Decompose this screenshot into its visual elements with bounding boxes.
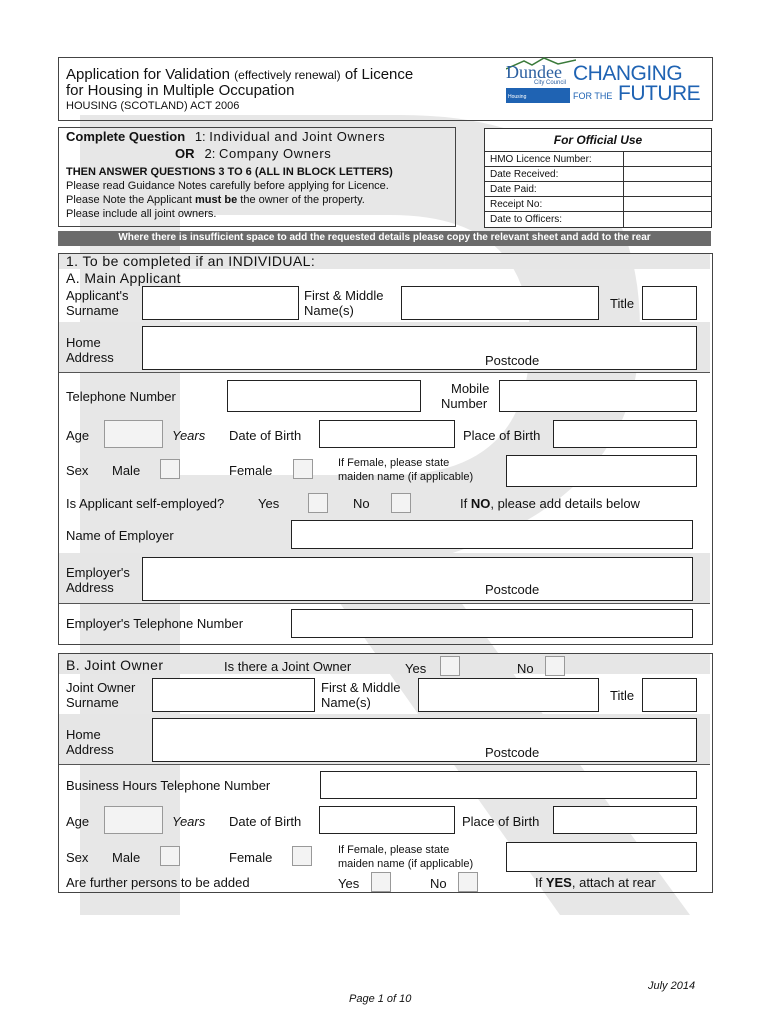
joint-owner-no-label: No: [517, 661, 534, 676]
joint-male-checkbox[interactable]: [160, 846, 180, 866]
self-employed-no-label: No: [353, 496, 370, 511]
employer-address-label-2: Address: [66, 580, 114, 595]
female-checkbox[interactable]: [293, 459, 313, 479]
joint-maiden-label-2: maiden name (if applicable): [338, 858, 474, 870]
home-address-label: Home: [66, 335, 101, 350]
joint-female-checkbox[interactable]: [292, 846, 312, 866]
employer-telephone-input[interactable]: [291, 609, 693, 638]
further-yes-checkbox[interactable]: [371, 872, 391, 892]
self-employed-yes-checkbox[interactable]: [308, 493, 328, 513]
official-use-label: Date to Officers:: [490, 214, 563, 225]
joint-maiden-label: If Female, please state: [338, 844, 450, 856]
sex-label: Sex: [66, 463, 89, 478]
male-checkbox[interactable]: [160, 459, 180, 479]
page-title-line2: for Housing in Multiple Occupation: [66, 82, 295, 99]
joint-home-address-input[interactable]: [152, 718, 697, 762]
employer-telephone-label: Employer's Telephone Number: [66, 616, 244, 631]
joint-age-label: Age: [66, 814, 90, 829]
joint-title-label: Title: [610, 688, 635, 703]
joint-pob-input[interactable]: [553, 806, 697, 834]
joint-dob-label: Date of Birth: [229, 814, 302, 829]
applicant-age-input[interactable]: [104, 420, 163, 448]
business-telephone-input[interactable]: [320, 771, 697, 799]
applicant-dob-input[interactable]: [319, 420, 455, 448]
joint-owner-yes-checkbox[interactable]: [440, 656, 460, 676]
male-label: Male: [112, 463, 141, 478]
joint-owner-heading: B. Joint Owner: [66, 657, 164, 673]
joint-maiden-name-input[interactable]: [506, 842, 697, 872]
further-yes-label: Yes: [338, 876, 360, 891]
official-use-label: Date Received:: [490, 169, 559, 180]
joint-first-names-input[interactable]: [418, 678, 599, 712]
maiden-label: If Female, please state: [338, 457, 450, 469]
joint-surname-label: Joint Owner: [66, 680, 136, 695]
main-applicant-heading: A. Main Applicant: [66, 270, 181, 286]
then-answer: THEN ANSWER QUESTIONS 3 TO 6 (ALL IN BLOCK LETTERS): [66, 166, 393, 178]
official-use-value-cell[interactable]: [623, 182, 711, 197]
complete-question-q1: Complete Question 1: Individual and Joint Owners: [66, 129, 386, 144]
joint-home-address-label: Home: [66, 727, 101, 742]
complete-question-q2: OR 2: Company Owners: [175, 146, 332, 161]
employer-name-label: Name of Employer: [66, 528, 174, 543]
official-use-row: [485, 211, 711, 227]
official-use-title: For Official Use: [553, 133, 643, 147]
official-use-row: [485, 166, 711, 182]
surname-label-2: Surname: [66, 303, 119, 318]
further-persons-label: Are further persons to be added: [66, 875, 250, 890]
official-use-value-cell[interactable]: [623, 212, 711, 227]
logo: Dundee City Council Housing CHANGING FOR THE FUTURE: [506, 56, 686, 108]
applicant-telephone-input[interactable]: [227, 380, 421, 412]
if-no-note: If NO, please add details below: [460, 496, 640, 511]
first-name-label: First & Middle: [304, 288, 384, 303]
applicant-maiden-name-input[interactable]: [506, 455, 697, 487]
further-no-label: No: [430, 876, 447, 891]
joint-owner-question: Is there a Joint Owner: [224, 659, 352, 674]
business-telephone-label: Business Hours Telephone Number: [66, 778, 271, 793]
if-yes-note: If YES, attach at rear: [535, 875, 656, 890]
self-employed-label: Is Applicant self-employed?: [66, 496, 225, 511]
official-use-label: Date Paid:: [490, 184, 537, 195]
joint-sex-label: Sex: [66, 850, 89, 865]
self-employed-yes-label: Yes: [258, 496, 280, 511]
applicant-mobile-input[interactable]: [499, 380, 697, 412]
applicant-surname-input[interactable]: [142, 286, 299, 320]
female-label: Female: [229, 463, 273, 478]
applicant-title-input[interactable]: [642, 286, 697, 320]
title-label: Title: [610, 296, 635, 311]
insufficient-space-banner: Where there is insufficient space to add the requested details please copy the relevant sheet and add to the rear: [58, 231, 711, 246]
home-address-label-2: Address: [66, 350, 114, 365]
official-use-row: [485, 196, 711, 212]
joint-title-input[interactable]: [642, 678, 697, 712]
official-use-value-cell[interactable]: [623, 152, 711, 167]
joint-female-label: Female: [229, 850, 273, 865]
joint-surname-label-2: Surname: [66, 695, 119, 710]
years-label: Years: [172, 428, 206, 443]
first-name-label-2: Name(s): [304, 303, 354, 318]
joint-surname-input[interactable]: [152, 678, 315, 712]
official-use-row: [485, 181, 711, 197]
joint-dob-input[interactable]: [319, 806, 455, 834]
maiden-label-2: maiden name (if applicable): [338, 471, 474, 483]
joint-owner-no-checkbox[interactable]: [545, 656, 565, 676]
postcode-label: Postcode: [485, 353, 540, 368]
self-employed-no-checkbox[interactable]: [391, 493, 411, 513]
joint-years-label: Years: [172, 814, 206, 829]
instruction-line-3: Please include all joint owners.: [66, 208, 217, 220]
instruction-line-2: Please Note the Applicant must be the owner of the property.: [66, 194, 365, 206]
page-title: Application for Validation (effectively renewal) of Licence: [66, 66, 414, 83]
employer-address-label: Employer's: [66, 565, 130, 580]
page-number: Page 1 of 10: [349, 993, 412, 1005]
surname-label: Applicant's: [66, 288, 129, 303]
joint-home-address-label-2: Address: [66, 742, 114, 757]
employer-name-input[interactable]: [291, 520, 693, 549]
official-use-label: Receipt No:: [490, 199, 543, 210]
joint-pob-label: Place of Birth: [462, 814, 540, 829]
employer-postcode-label: Postcode: [485, 582, 540, 597]
official-use-label: HMO Licence Number:: [490, 154, 592, 165]
joint-postcode-label: Postcode: [485, 745, 540, 760]
further-no-checkbox[interactable]: [458, 872, 478, 892]
footer-date: July 2014: [648, 980, 696, 992]
pob-label: Place of Birth: [463, 428, 541, 443]
dob-label: Date of Birth: [229, 428, 302, 443]
section-1-heading: 1. To be completed if an INDIVIDUAL:: [66, 253, 316, 269]
act-name: HOUSING (SCOTLAND) ACT 2006: [66, 100, 240, 112]
joint-male-label: Male: [112, 850, 141, 865]
age-label: Age: [66, 428, 90, 443]
applicant-home-address-input[interactable]: [142, 326, 697, 370]
official-use-row: [485, 151, 711, 167]
telephone-label: Telephone Number: [66, 389, 176, 404]
joint-owner-yes-label: Yes: [405, 661, 427, 676]
mobile-label: Mobile: [451, 381, 490, 396]
joint-first-name-label-2: Name(s): [321, 695, 371, 710]
mobile-label-2: Number: [441, 396, 488, 411]
official-use-value-cell[interactable]: [623, 167, 711, 182]
applicant-pob-input[interactable]: [553, 420, 697, 448]
joint-age-input[interactable]: [104, 806, 163, 834]
employer-address-input[interactable]: [142, 557, 693, 601]
instruction-line-1: Please read Guidance Notes carefully before applying for Licence.: [66, 180, 389, 192]
official-use-value-cell[interactable]: [623, 197, 711, 212]
joint-first-name-label: First & Middle: [321, 680, 401, 695]
applicant-first-names-input[interactable]: [401, 286, 599, 320]
